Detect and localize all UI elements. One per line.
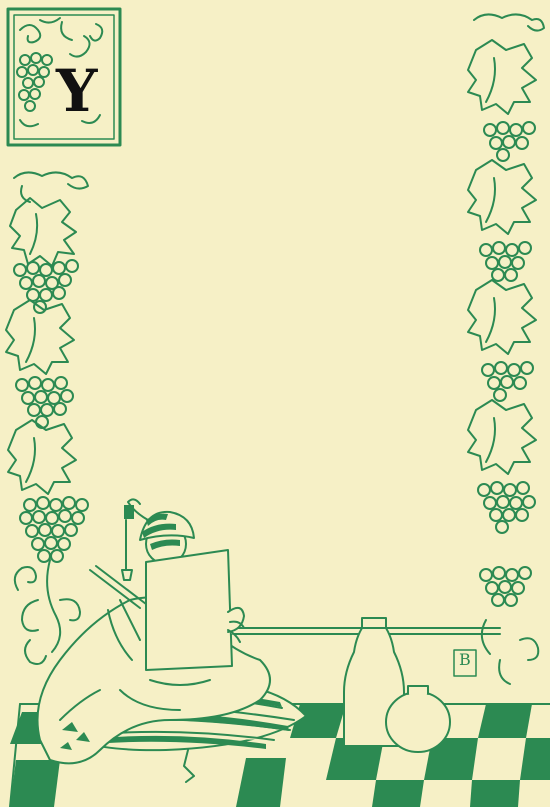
right-vine (468, 14, 544, 684)
initial-letter-text: Y (56, 57, 98, 125)
artist-monogram-text: B (459, 650, 471, 669)
artist-monogram (454, 650, 476, 676)
left-vine (6, 172, 88, 664)
vases (344, 618, 450, 752)
